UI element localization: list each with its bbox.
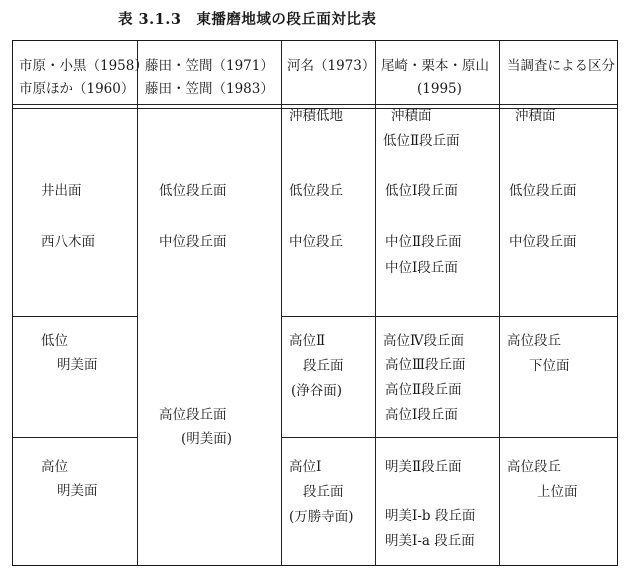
cell-r4-col4-line4: 高位Ⅰ段丘面	[385, 407, 458, 423]
cell-r4-col5-line1: 高位段丘	[507, 333, 561, 349]
cell-r1-col4-line1: 沖積面	[391, 108, 432, 124]
header-col2-line1: 藤田・笠間（1971）	[145, 58, 274, 74]
cell-r5-col3-line3: (万勝寺面)	[289, 509, 354, 525]
cell-r5-col5-line2: 上位面	[537, 484, 578, 500]
header-col1-line1: 市原・小黒（1958）	[19, 58, 148, 74]
cell-r3-col4-line1: 中位Ⅱ段丘面	[385, 234, 462, 250]
cell-r2-col2: 低位段丘面	[159, 183, 227, 199]
cell-r1-col5: 沖積面	[515, 108, 556, 124]
cell-r4-col4-line3: 高位Ⅱ段丘面	[385, 382, 462, 398]
header-col2-line2: 藤田・笠間（1983）	[145, 81, 274, 97]
cell-r3-col3: 中位段丘	[289, 234, 343, 250]
header-col5: 当調査による区分	[507, 58, 615, 74]
cell-r5-col3-line1: 高位Ⅰ	[289, 459, 322, 475]
column-divider	[281, 41, 282, 565]
row-separator	[281, 437, 617, 438]
cell-r3-col1: 西八木面	[41, 234, 95, 250]
cell-r5-col4-line2: 明美Ⅰ-b 段丘面	[385, 508, 476, 524]
cell-r5-col4-line3: 明美Ⅰ-a 段丘面	[385, 533, 475, 549]
header-col1-line2: 市原ほか（1960）	[19, 81, 135, 97]
row-separator	[13, 437, 137, 438]
cell-r1-col4-line2: 低位Ⅱ段丘面	[383, 133, 460, 149]
header-col4-line2: (1995)	[417, 81, 462, 97]
cell-r2-col5: 低位段丘面	[509, 183, 577, 199]
row-separator	[13, 316, 137, 317]
cell-r4-col1-line1: 低位	[41, 333, 68, 349]
cell-r4-col3-line2: 段丘面	[303, 358, 344, 374]
cell-r4-col5-line2: 下位面	[529, 358, 570, 374]
cell-r5-col1-line1: 高位	[41, 459, 68, 475]
column-divider	[137, 41, 138, 565]
cell-r2-col3: 低位段丘	[289, 183, 343, 199]
cell-r4-col4-line2: 高位Ⅲ段丘面	[385, 357, 466, 373]
cell-r3-col5: 中位段丘面	[509, 234, 577, 250]
cell-r5-col4-line1: 明美Ⅱ段丘面	[385, 459, 462, 475]
cell-r4-col3-line1: 高位Ⅱ	[289, 333, 326, 349]
cell-r2-col1: 井出面	[41, 183, 82, 199]
header-col4-line1: 尾崎・栗本・原山	[381, 58, 489, 74]
cell-r4-col3-line3: (浄谷面)	[291, 383, 343, 399]
correlation-table	[12, 40, 618, 566]
cell-r2-col4: 低位Ⅰ段丘面	[385, 183, 458, 199]
cell-r4-col1-line2: 明美面	[57, 357, 98, 373]
row-separator	[281, 316, 617, 317]
table-caption: 表 3.1.3 東播磨地域の段丘面対比表	[118, 11, 377, 28]
header-col3: 河名（1973）	[287, 58, 376, 74]
column-divider	[375, 41, 376, 565]
column-divider	[499, 41, 500, 565]
cell-r45-col2-line2: (明美面)	[181, 431, 233, 447]
cell-r5-col5-line1: 高位段丘	[507, 459, 561, 475]
cell-r5-col1-line2: 明美面	[57, 483, 98, 499]
cell-r45-col2-line1: 高位段丘面	[159, 407, 227, 423]
cell-r4-col4-line1: 高位Ⅳ段丘面	[383, 333, 464, 349]
cell-r3-col4-line2: 中位Ⅰ段丘面	[385, 260, 458, 276]
cell-r3-col2: 中位段丘面	[159, 234, 227, 250]
cell-r5-col3-line2: 段丘面	[303, 484, 344, 500]
cell-r1-col3: 沖積低地	[289, 108, 343, 124]
